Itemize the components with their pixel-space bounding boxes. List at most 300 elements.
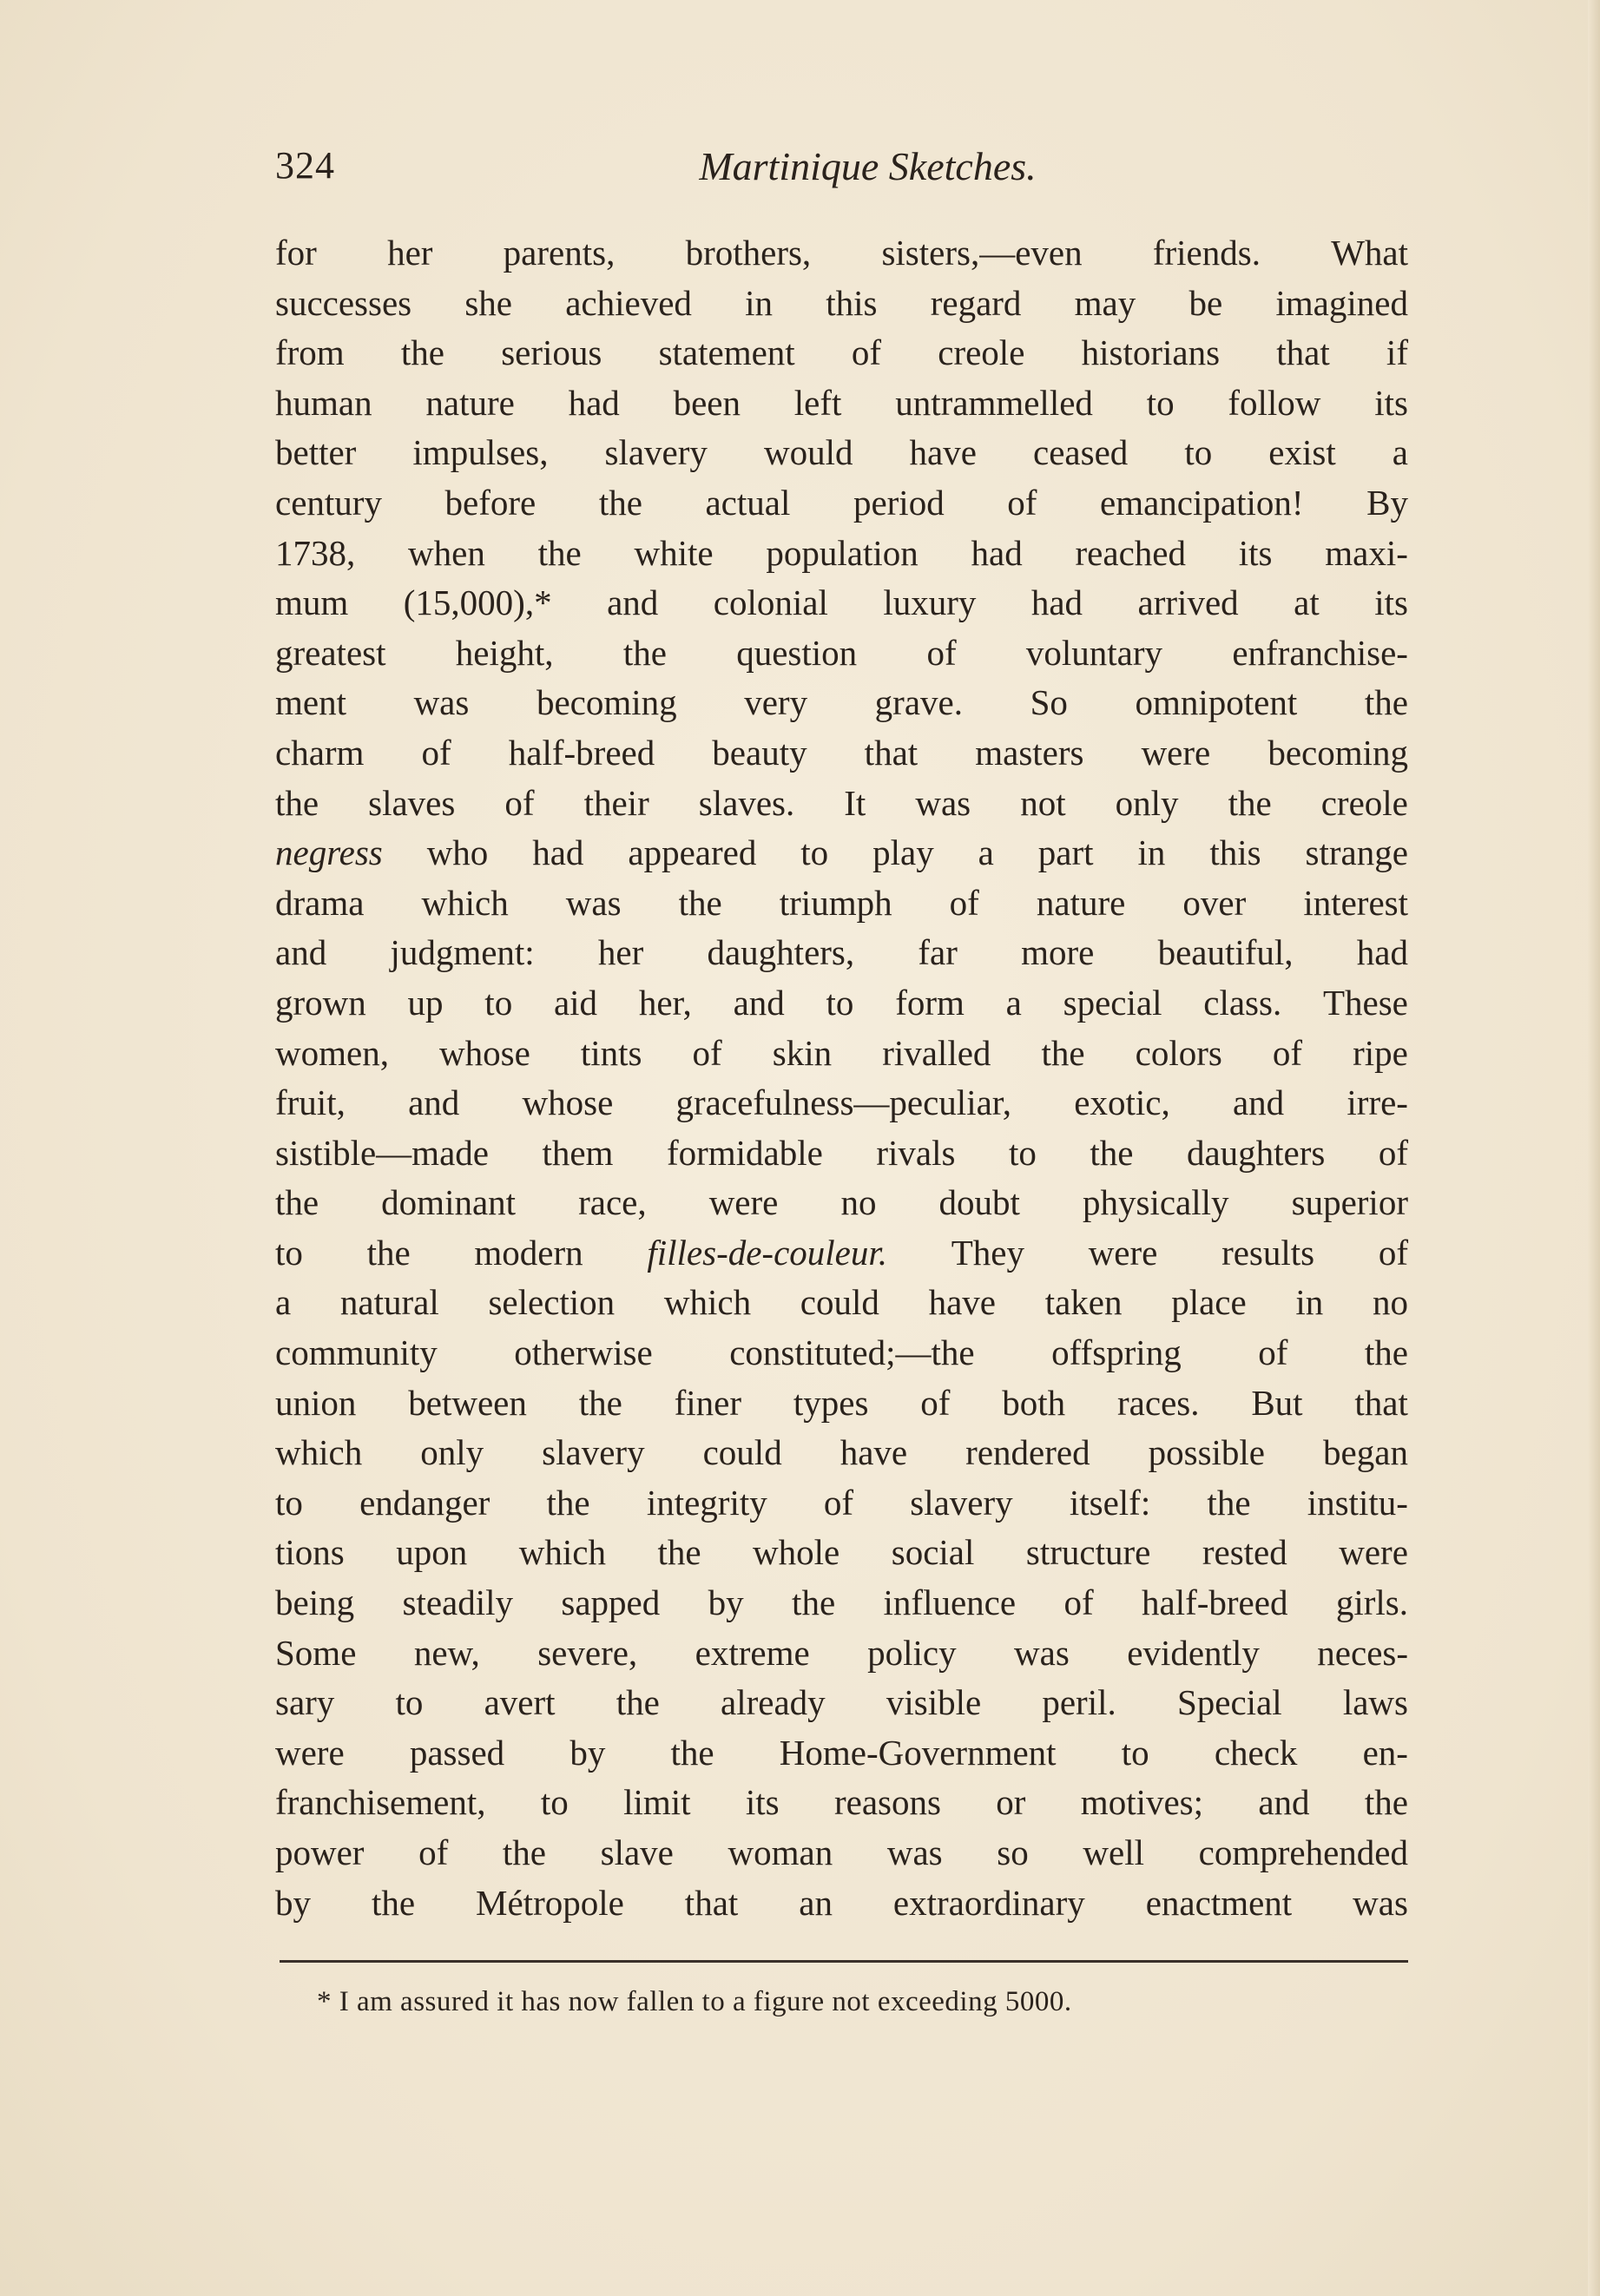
word xyxy=(404,578,552,628)
word xyxy=(275,678,346,728)
word xyxy=(422,728,451,779)
word xyxy=(971,529,1023,579)
word xyxy=(675,1378,741,1429)
word xyxy=(926,628,956,679)
word xyxy=(1041,1029,1084,1079)
word-part: to xyxy=(800,832,829,873)
word-part: peril. xyxy=(1042,1682,1116,1723)
word xyxy=(728,1828,833,1878)
word xyxy=(601,1828,674,1878)
word-part: the xyxy=(598,482,642,523)
word-part: the xyxy=(792,1582,836,1623)
word xyxy=(418,1828,448,1878)
word-part: But xyxy=(1251,1382,1303,1423)
word xyxy=(1063,1578,1093,1628)
word-part: arrived xyxy=(1137,582,1239,623)
word-part: both xyxy=(1002,1382,1066,1423)
word xyxy=(1353,1878,1408,1929)
word xyxy=(537,1628,637,1679)
word xyxy=(910,1478,1012,1529)
word-part: beauty xyxy=(712,732,807,773)
word xyxy=(826,279,877,329)
word-part: mum xyxy=(275,582,349,623)
word-part: otherwise xyxy=(514,1332,653,1373)
word xyxy=(1081,1778,1203,1828)
word xyxy=(1006,978,1022,1029)
word-part: by xyxy=(708,1582,744,1623)
word xyxy=(764,428,853,478)
word xyxy=(975,728,1083,779)
word xyxy=(920,1378,950,1429)
text-line xyxy=(275,878,1408,929)
word-part: no xyxy=(840,1182,877,1223)
word-part: formidable xyxy=(666,1132,823,1173)
word xyxy=(599,478,642,529)
word xyxy=(699,779,794,829)
word-part: to xyxy=(826,982,854,1023)
word xyxy=(396,1678,424,1728)
word xyxy=(708,1578,744,1628)
word-part: which xyxy=(518,1532,606,1573)
word-part: offspring xyxy=(1051,1332,1182,1373)
word xyxy=(939,1178,1020,1228)
word xyxy=(275,1478,303,1529)
word xyxy=(408,1378,527,1429)
word-part: so xyxy=(997,1832,1029,1872)
text-line xyxy=(275,1278,1408,1328)
word-part: being xyxy=(275,1582,355,1623)
word-part: place xyxy=(1171,1282,1247,1323)
word xyxy=(569,378,620,429)
word-part: and xyxy=(607,582,659,623)
word-part: human xyxy=(275,382,372,423)
word xyxy=(840,1178,876,1228)
word xyxy=(872,828,934,878)
word-part: of xyxy=(504,782,535,823)
word xyxy=(729,1328,974,1378)
word-part: endanger xyxy=(359,1482,491,1523)
word-part: was xyxy=(1014,1632,1070,1673)
word-part: the xyxy=(1228,782,1272,823)
text-line xyxy=(275,1878,1408,1929)
word xyxy=(1209,828,1261,878)
word-part: her, xyxy=(638,982,692,1023)
word-part: population xyxy=(766,532,919,573)
word-part: Some xyxy=(275,1632,357,1673)
word xyxy=(875,678,963,728)
word-part: extraordinary xyxy=(892,1882,1085,1923)
word-part: (15,000),* xyxy=(403,582,552,623)
word xyxy=(1354,1378,1407,1429)
word-part: exotic, xyxy=(1074,1082,1170,1123)
running-title: Martinique Sketches. xyxy=(699,144,1037,188)
word xyxy=(401,328,444,378)
word-part: and xyxy=(1258,1782,1310,1823)
word-part: up xyxy=(407,982,444,1023)
word xyxy=(1357,928,1408,978)
word xyxy=(1258,1778,1309,1828)
word-part: its xyxy=(745,1782,780,1823)
word xyxy=(1137,828,1165,878)
word xyxy=(275,1428,362,1478)
word xyxy=(671,1728,714,1779)
word xyxy=(504,228,616,279)
word-part: neces- xyxy=(1317,1632,1408,1673)
word xyxy=(1038,828,1094,878)
word-part: who xyxy=(426,832,489,873)
word-part: were xyxy=(275,1732,345,1773)
word-part: slavery xyxy=(604,432,708,473)
word-part: ceased xyxy=(1033,432,1129,473)
word-part: limit xyxy=(623,1782,691,1823)
word-part: social xyxy=(891,1532,975,1573)
word-part: friends. xyxy=(1152,233,1261,273)
word xyxy=(793,1378,869,1429)
word xyxy=(1366,478,1408,529)
word xyxy=(275,1278,291,1328)
word-part: check xyxy=(1214,1732,1298,1773)
italic-word: filles-de-couleur. xyxy=(647,1232,888,1273)
word-part: evidently xyxy=(1127,1632,1260,1673)
word-part: daughters, xyxy=(707,932,855,973)
word xyxy=(275,628,385,679)
word xyxy=(1090,1128,1133,1179)
word xyxy=(834,1778,941,1828)
word xyxy=(792,1578,835,1628)
word-part: the xyxy=(275,1182,319,1223)
word-part: sary xyxy=(275,1682,335,1723)
word-part: part xyxy=(1037,832,1094,873)
word-part: better xyxy=(275,432,357,473)
word xyxy=(745,279,773,329)
word-part: What xyxy=(1331,233,1408,273)
word xyxy=(929,1278,996,1328)
word-part: becoming xyxy=(1267,732,1408,773)
text-line xyxy=(275,1628,1408,1679)
word-part: institu- xyxy=(1307,1482,1408,1523)
word xyxy=(414,678,470,728)
word xyxy=(1365,1328,1408,1378)
word-part: impulses, xyxy=(412,432,549,473)
word xyxy=(420,1428,484,1478)
word xyxy=(1325,529,1408,579)
word-part: them xyxy=(542,1132,614,1173)
word xyxy=(886,1678,981,1728)
word-part: upon xyxy=(396,1532,468,1573)
word xyxy=(484,978,512,1029)
word xyxy=(275,1029,389,1079)
word xyxy=(390,928,534,978)
word xyxy=(1306,828,1408,878)
text-line xyxy=(275,578,1408,628)
word xyxy=(412,428,548,478)
word xyxy=(1239,529,1273,579)
word-part: charm xyxy=(275,732,365,773)
word xyxy=(275,1778,485,1828)
word-part: were xyxy=(708,1182,779,1223)
word xyxy=(1122,1728,1149,1779)
word xyxy=(275,529,355,579)
word-part: were xyxy=(1088,1232,1158,1273)
page-edge xyxy=(1588,0,1600,2296)
word-part: selection xyxy=(488,1282,616,1323)
word xyxy=(275,828,383,878)
word-part: to xyxy=(1184,432,1213,473)
word xyxy=(865,728,918,779)
word xyxy=(439,1029,530,1079)
word xyxy=(1021,928,1094,978)
word xyxy=(844,779,866,829)
text-line xyxy=(275,1478,1408,1529)
word-part: 1738, xyxy=(275,532,356,573)
word xyxy=(881,228,1082,279)
word-part: girls. xyxy=(1335,1582,1408,1623)
word xyxy=(547,1478,590,1529)
word xyxy=(1147,378,1175,429)
word-part: enfranchise- xyxy=(1232,632,1408,673)
word-part: reached xyxy=(1075,532,1186,573)
word xyxy=(746,1778,780,1828)
text-line xyxy=(275,1378,1408,1429)
word-part: very xyxy=(744,682,808,723)
word xyxy=(659,328,795,378)
word xyxy=(1331,228,1408,279)
word xyxy=(647,1228,887,1279)
word-part: skin xyxy=(772,1032,833,1073)
word-part: follow xyxy=(1228,382,1321,423)
word xyxy=(381,1178,516,1228)
word-part: may xyxy=(1074,282,1136,323)
word xyxy=(1045,1278,1123,1328)
word-part: itself: xyxy=(1069,1482,1151,1523)
word xyxy=(598,928,643,978)
word-part: of xyxy=(421,732,451,773)
word-part: aid xyxy=(553,982,598,1023)
word xyxy=(1267,728,1408,779)
word-part: class. xyxy=(1203,982,1282,1023)
word-part: a xyxy=(978,832,994,873)
word xyxy=(1202,1528,1287,1578)
word-part: century xyxy=(275,482,382,523)
word-part: luxury xyxy=(883,582,977,623)
word xyxy=(474,1228,583,1279)
word-part: began xyxy=(1323,1432,1408,1473)
word-part: only xyxy=(1115,782,1179,823)
word xyxy=(414,1628,480,1679)
word-part: and xyxy=(1232,1082,1285,1123)
word xyxy=(1347,1078,1408,1128)
word xyxy=(1171,1278,1246,1328)
word-part: had xyxy=(971,532,1023,573)
word xyxy=(1136,1029,1222,1079)
word xyxy=(1089,1228,1158,1279)
text-line xyxy=(275,1828,1408,1878)
word-part: the xyxy=(546,1482,590,1523)
word xyxy=(1292,1178,1408,1228)
word xyxy=(1339,1528,1408,1578)
word xyxy=(882,1029,991,1079)
word xyxy=(892,1528,975,1578)
word xyxy=(721,1678,826,1728)
word xyxy=(676,1078,1012,1128)
word xyxy=(359,1478,490,1529)
word xyxy=(950,878,979,929)
word xyxy=(1026,1528,1150,1578)
word xyxy=(532,828,583,878)
word-part: play xyxy=(872,832,934,873)
word xyxy=(1393,428,1408,478)
word-part: a xyxy=(275,1282,292,1323)
word-part: fruit, xyxy=(275,1082,346,1123)
word xyxy=(1153,228,1261,279)
word xyxy=(1228,779,1272,829)
word xyxy=(685,1878,738,1929)
word-part: and xyxy=(275,932,327,973)
word xyxy=(1386,328,1408,378)
word xyxy=(565,279,692,329)
word-part: woman xyxy=(728,1832,833,1872)
italic-word: negress xyxy=(275,832,383,873)
word xyxy=(275,1728,345,1779)
word-part: could xyxy=(800,1282,879,1323)
word-part: which xyxy=(663,1282,752,1323)
word-part: actual xyxy=(705,482,791,523)
word-part: could xyxy=(702,1432,782,1473)
word xyxy=(1228,378,1320,429)
word xyxy=(1020,779,1065,829)
word-part: her xyxy=(387,233,433,273)
text-line xyxy=(275,1128,1408,1179)
word-part: its xyxy=(1238,532,1273,573)
word xyxy=(1307,1478,1408,1529)
text-line xyxy=(275,1228,1408,1279)
word-part: and xyxy=(408,1082,460,1123)
word-part: of xyxy=(926,632,957,673)
word xyxy=(275,378,372,429)
word xyxy=(1074,1078,1169,1128)
word xyxy=(275,1828,364,1878)
word xyxy=(1373,1278,1408,1328)
word xyxy=(744,678,807,728)
word xyxy=(367,1228,411,1279)
word xyxy=(1031,578,1083,628)
word-part: enactment xyxy=(1145,1882,1293,1923)
word xyxy=(853,478,945,529)
word-part: to xyxy=(1121,1732,1149,1773)
word xyxy=(542,1128,613,1179)
word xyxy=(410,1728,504,1779)
word-part: maxi- xyxy=(1325,532,1408,573)
word-part: of xyxy=(1007,482,1037,523)
word xyxy=(705,478,790,529)
word-part: steadily xyxy=(402,1582,514,1623)
word xyxy=(554,978,597,1029)
word xyxy=(1188,279,1222,329)
word xyxy=(1142,728,1211,779)
word-part: greatest xyxy=(275,632,386,673)
word-part: Special xyxy=(1176,1682,1282,1723)
word xyxy=(1232,628,1408,679)
word xyxy=(425,378,514,429)
word-part: to xyxy=(540,1782,569,1823)
word-part: to xyxy=(275,1232,303,1273)
word xyxy=(464,279,512,329)
word xyxy=(1199,1828,1408,1878)
word-part: slaves. xyxy=(698,782,795,823)
word xyxy=(773,1029,832,1079)
word-part: colonial xyxy=(713,582,828,623)
word-part: structure xyxy=(1025,1532,1151,1573)
word xyxy=(561,1578,660,1628)
word-part: tints xyxy=(580,1032,642,1073)
word-part: the xyxy=(1364,1782,1408,1823)
word-part: be xyxy=(1188,282,1223,323)
word-part: been xyxy=(673,382,741,423)
word-part: the xyxy=(1364,682,1408,723)
word-part: was xyxy=(1353,1882,1408,1923)
word-part: its xyxy=(1374,582,1408,623)
word-part: grown xyxy=(275,982,366,1023)
word-part: if xyxy=(1386,332,1408,373)
word xyxy=(639,978,692,1029)
word-part: influence xyxy=(883,1582,1017,1623)
word xyxy=(674,378,741,429)
word-part: achieved xyxy=(565,282,692,323)
word xyxy=(581,1029,642,1079)
text-line xyxy=(275,378,1408,429)
word-part: for xyxy=(275,233,317,273)
word-part: the xyxy=(366,1232,411,1273)
word-part: women, xyxy=(275,1032,389,1073)
word-part: ment xyxy=(275,682,346,723)
word xyxy=(915,779,971,829)
word xyxy=(996,1778,1025,1828)
word-part: gracefulness—peculiar, xyxy=(675,1082,1012,1123)
word-part: of xyxy=(1378,1232,1408,1273)
word xyxy=(1295,1278,1323,1328)
word-part: the xyxy=(616,1682,660,1723)
text-line xyxy=(275,1778,1408,1828)
word xyxy=(484,1678,556,1728)
word-part: slaves xyxy=(368,782,456,823)
word-part: nature xyxy=(1036,882,1126,923)
word-part: becoming xyxy=(536,682,677,723)
text-line xyxy=(275,1178,1408,1228)
word-part: this xyxy=(1209,832,1261,873)
word xyxy=(867,1628,956,1679)
word-part: that xyxy=(864,732,919,773)
text-line xyxy=(275,1029,1408,1079)
word xyxy=(519,1528,606,1578)
word-part: possible xyxy=(1148,1432,1266,1473)
word-part: to xyxy=(1008,1132,1037,1173)
word-part: brothers, xyxy=(685,233,812,273)
word-part: judgment: xyxy=(390,932,535,973)
word xyxy=(1336,1578,1408,1628)
word xyxy=(566,878,622,929)
word-part: her xyxy=(597,932,644,973)
word xyxy=(840,1428,907,1478)
word-part: of xyxy=(920,1382,951,1423)
word-part: nature xyxy=(425,382,515,423)
word-part: types xyxy=(793,1382,869,1423)
word xyxy=(895,978,965,1029)
word-part: daughters xyxy=(1186,1132,1326,1173)
word xyxy=(488,1278,615,1328)
word-part: had xyxy=(1356,932,1408,973)
word xyxy=(623,1778,690,1828)
word-part: imagined xyxy=(1275,282,1408,323)
